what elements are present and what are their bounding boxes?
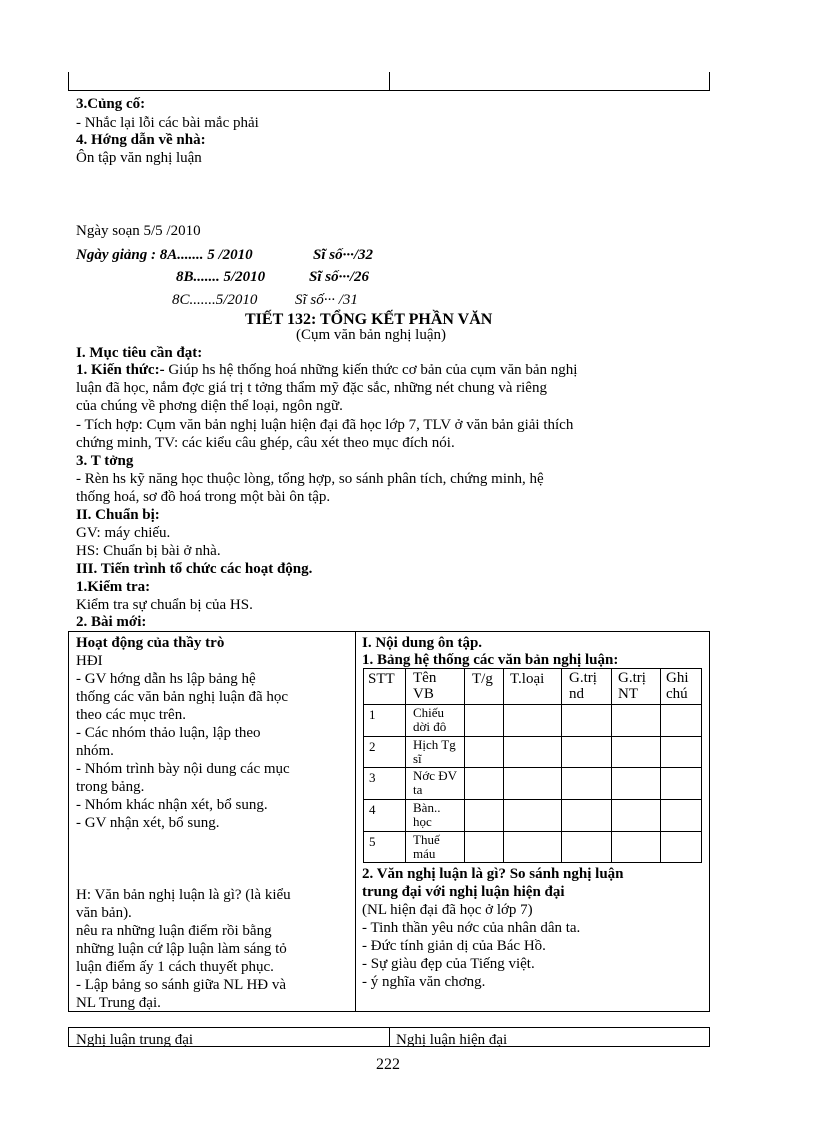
top-table-bottom-border (68, 90, 710, 91)
inner-table (363, 668, 702, 863)
top-table-left-border (68, 72, 69, 90)
inner-header-genre: T.loại (510, 671, 545, 687)
inner-header-name: Tên VB (413, 670, 437, 702)
preparation-hs: HS: Chuẩn bị bài ở nhà. (76, 543, 221, 559)
inner-row-name: Hịch Tg sĩ (413, 737, 456, 766)
inner-vline (611, 668, 612, 863)
objectives-heading: I. Mục tiêu cần đạt: (76, 345, 203, 361)
inner-header-time: T/g (472, 671, 493, 687)
integrate-line-1: - Tích hợp: Cụm văn bản nghị luận hiện đại đã học lớp 7, TLV ở văn bản giải thích (76, 417, 574, 433)
left-line: nhóm. (76, 743, 114, 759)
inner-row-stt: 1 (369, 707, 376, 722)
left-line: - Nhóm trình bày nội dung các mục (76, 761, 290, 777)
inner-vline (405, 668, 406, 863)
inner-vline (701, 668, 702, 863)
lesson-subtitle: (Cụm văn bản nghị luận) (296, 327, 446, 343)
left-line: - Nhóm khác nhận xét, bổ sung. (76, 797, 268, 813)
left-line: - GV hớng dẫn hs lập bảng hệ (76, 671, 256, 687)
check-heading: 1.Kiểm tra: (76, 579, 151, 595)
preparation-heading: II. Chuẩn bị: (76, 507, 160, 523)
knowledge-label: 1. Kiến thức:- (76, 362, 165, 378)
knowledge-text-1: Giúp hs hệ thống hoá những kiến thức cơ bản của cụm văn bản nghị (164, 362, 578, 378)
inner-vline (363, 668, 364, 863)
teach-8b-count: Sĩ số···/26 (309, 269, 370, 285)
inner-header-art-value: G.trị NT (618, 670, 646, 702)
inner-row-stt: 5 (369, 834, 376, 849)
inner-vline (503, 668, 504, 863)
right-line: - Tinh thần yêu nớc của nhân dân ta. (362, 920, 581, 936)
procedure-heading: III. Tiến trình tổ chức các hoạt động. (76, 561, 313, 577)
bottom-col-modern: Nghị luận hiện đại (396, 1032, 508, 1048)
teach-8b-label: 8B....... 5/2010 (176, 269, 266, 285)
left-line-b: luận điểm ấy 1 cách thuyết phục. (76, 959, 274, 975)
activity-table-right (709, 631, 710, 1012)
inner-row-stt: 4 (369, 802, 376, 817)
teach-8c-label: 8C.......5/2010 (172, 292, 258, 308)
left-line-b: H: Văn bản nghị luận là gì? (là kiểu (76, 887, 291, 903)
knowledge-line-3: của chúng về phơng diện thể loại, ngôn ngữ. (76, 398, 343, 414)
bottom-table-left (68, 1027, 69, 1047)
inner-vline (561, 668, 562, 863)
homework-item: Ôn tập văn nghị luận (76, 150, 202, 166)
inner-row-stt: 3 (369, 770, 376, 785)
page-number: 222 (376, 1056, 400, 1073)
inner-row-stt: 2 (369, 739, 376, 754)
consolidation-item: - Nhắc lại lỗi các bài mắc phải (76, 115, 259, 131)
top-table-right-border (709, 72, 710, 90)
inner-vline (464, 668, 465, 863)
right-line: (NL hiện đại đã học ở lớp 7) (362, 902, 533, 918)
inner-header-content-value: G.trị nd (569, 670, 597, 702)
left-line: thống các văn bản nghị luận đã học (76, 689, 289, 705)
knowledge-line-2: luận đã học, nắm đợc giá trị t tởng thẩm mỹ đặc sắc, những nét chung và riêng (76, 380, 547, 396)
bottom-col-medieval: Nghị luận trung đại (76, 1032, 194, 1048)
lesson-title: TIẾT 132: TỔNG KẾT PHẦN VĂN (245, 311, 493, 328)
inner-row-name: Nớc ĐV ta (413, 768, 457, 797)
integrate-line-2: chứng minh, TV: các kiểu câu ghép, câu xét theo mục đích nói. (76, 435, 455, 451)
check-item: Kiểm tra sự chuẩn bị của HS. (76, 597, 253, 613)
left-line: - Các nhóm thảo luận, lập theo (76, 725, 261, 741)
left-line-b: NL Trung đại. (76, 995, 161, 1011)
activity-table-left (68, 631, 69, 1012)
right-line: - Đức tính giản dị của Bác Hồ. (362, 938, 546, 954)
new-lesson-heading: 2. Bài mới: (76, 614, 147, 630)
preparation-gv: GV: máy chiếu. (76, 525, 171, 541)
left-line: trong bảng. (76, 779, 145, 795)
homework-heading: 4. Hớng dẫn về nhà: (76, 132, 206, 148)
left-line: theo các mục trên. (76, 707, 186, 723)
activity-table-divider (355, 631, 356, 1012)
inner-header-stt: STT (368, 671, 395, 687)
bottom-table-right (709, 1027, 710, 1047)
right-line: - ý nghĩa văn chơng. (362, 974, 486, 990)
inner-row-name: Chiếu dời đô (413, 705, 447, 734)
right-line: - Sự giàu đẹp của Tiếng việt. (362, 956, 535, 972)
skills-heading: 3. T tởng (76, 453, 134, 469)
teach-8c-count: Sĩ số··· /31 (295, 292, 358, 308)
skills-line-1: - Rèn hs kỹ năng học thuộc lòng, tổng hợp, so sánh phân tích, chứng minh, hệ (76, 471, 544, 487)
right-sub2-line-2: trung đại với nghị luận hiện đại (362, 884, 565, 900)
consolidation-heading: 3.Củng cố: (76, 96, 146, 112)
teach-8a-count: Sĩ số···/32 (313, 247, 374, 263)
right-sub2-line-1: 2. Văn nghị luận là gì? So sánh nghị luận (362, 866, 624, 882)
skills-line-2: thống hoá, sơ đồ hoá trong một bài ôn tập. (76, 489, 331, 505)
inner-hline (363, 668, 702, 669)
right-col-heading: I. Nội dung ôn tập. (362, 635, 483, 651)
left-line-b: nêu ra những luận điểm rồi bằng (76, 923, 272, 939)
bottom-table-middle (389, 1027, 390, 1047)
left-col-heading: Hoạt động của thầy trò (76, 635, 225, 651)
top-table-middle-border (389, 72, 390, 90)
left-line-b: những luận cứ lập luận làm sáng tỏ (76, 941, 287, 957)
knowledge-line-1 (76, 361, 577, 379)
inner-header-note: Ghi chú (666, 670, 689, 702)
inner-row-name: Bàn.. học (413, 800, 441, 829)
left-line: - GV nhận xét, bổ sung. (76, 815, 220, 831)
activity-table-top (68, 631, 710, 632)
inner-hline (363, 862, 702, 863)
prep-date: Ngày soạn 5/5 /2010 (76, 223, 201, 239)
left-line: HĐI (76, 653, 103, 669)
left-line-b: - Lập bảng so sánh giữa NL HĐ và (76, 977, 287, 993)
right-sub1: 1. Bảng hệ thống các văn bản nghị luận: (362, 652, 619, 668)
inner-row-name: Thuế máu (413, 832, 440, 861)
teach-8a-label: Ngày giảng : 8A....... 5 /2010 (76, 247, 253, 263)
inner-vline (660, 668, 661, 863)
activity-table-bottom (68, 1011, 710, 1012)
left-line-b: văn bản). (76, 905, 132, 921)
